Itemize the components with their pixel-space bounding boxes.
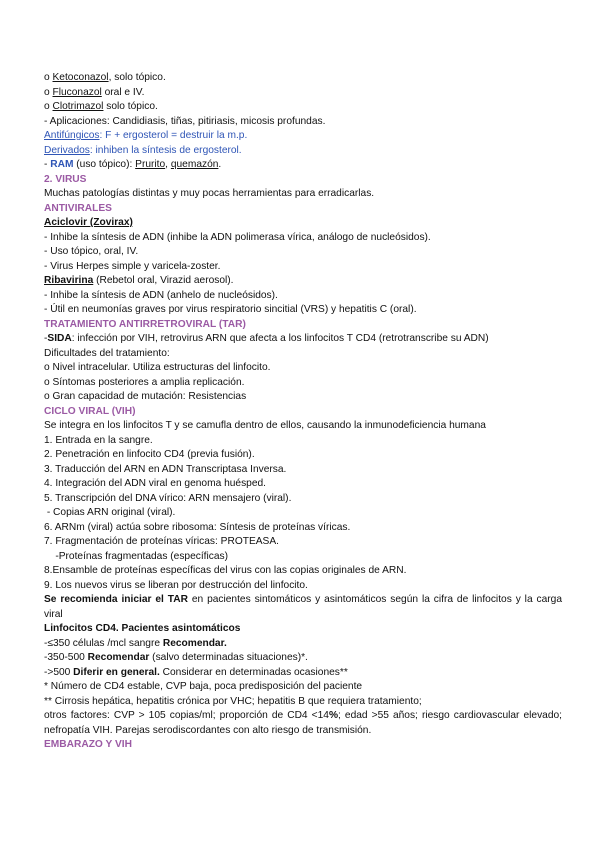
text-line: 5. Transcripción del DNA vírico: ARN mensajero (viral).: [44, 492, 292, 504]
text-line: - Virus Herpes simple y varicela-zoster.: [44, 260, 221, 272]
section-heading: EMBARAZO Y VIH: [44, 739, 132, 750]
text-line: o Fluconazol oral e IV.: [44, 86, 145, 98]
text-line: - Aplicaciones: Candidiasis, tiñas, pitiriasis, micosis profundas.: [44, 115, 326, 127]
text-line: o Gran capacidad de mutación: Resistencias: [44, 391, 247, 402]
link-antifungicos[interactable]: Antifúngicos: [44, 130, 100, 141]
text-line: Dificultades del tratamiento:: [44, 347, 170, 359]
section-heading: 2. VIRUS: [44, 173, 87, 185]
text-line: -SIDA: infección por VIH, retrovirus ARN que afecta a los linfocitos T CD4 (retrotranscribe su ADN): [44, 333, 489, 344]
text-paragraph: Se recomienda iniciar el TAR en pacientes sintomáticos y asintomáticos según la cifra de linfocitos y la carga viral: [44, 594, 562, 620]
text-line: - Inhibe la síntesis de ADN (inhibe la ADN polimerasa vírica, análogo de nucleósidos).: [44, 231, 431, 243]
text-line: o Síntomas posteriores a amplia replicación.: [44, 376, 245, 388]
text-line: 7. Fragmentación de proteínas víricas: PROTEASA.: [44, 536, 279, 547]
text-line: - RAM (uso tópico): Prurito, quemazón.: [44, 159, 222, 170]
text-line: - Uso tópico, oral, IV.: [44, 246, 139, 257]
text-line: -Proteínas fragmentadas (específicas): [44, 550, 229, 562]
text-line: - Útil en neumonías graves por virus respiratorio sincitial (VRS) y hepatitis C (oral).: [44, 304, 417, 315]
text-line: Derivados: inhiben la síntesis de ergosterol.: [44, 144, 242, 156]
text-paragraph: otros factores: CVP > 105 copias/ml; proporción de CD4 <14%; edad >55 años; riesgo cardiovascular elevado; nefropatía VIH. Parejas serodiscordantes con alto riesgo de transmisión.: [44, 710, 563, 736]
text-line: Antifúngicos: F + ergosterol = destruir la m.p.: [44, 130, 248, 141]
text-line: o Clotrimazol solo tópico.: [44, 101, 158, 112]
link-derivados[interactable]: Derivados: [44, 144, 90, 156]
text-line: ->500 Diferir en general. Considerar en determinadas ocasiones**: [44, 666, 348, 678]
text-line: o Ketoconazol, solo tópico.: [44, 72, 166, 83]
text-line: 3. Traducción del ARN en ADN Transcriptasa Inversa.: [44, 463, 287, 475]
text-line: 2. Penetración en linfocito CD4 (previa fusión).: [44, 449, 255, 460]
text-line: 4. Integración del ADN viral en genoma huésped.: [44, 478, 267, 489]
text-line: ** Cirrosis hepática, hepatitis crónica por VHC; hepatitis B que requiera tratamiento;: [44, 695, 422, 707]
text-line: -350-500 Recomendar (salvo determinadas situaciones)*.: [44, 652, 308, 663]
drug-name: Ketoconazol: [52, 72, 109, 83]
subheading: Linfocitos CD4. Pacientes asintomáticos: [44, 623, 241, 634]
text-line: * Número de CD4 estable, CVP baja, poca predisposición del paciente: [44, 681, 363, 692]
text-line: - Copias ARN original (viral).: [44, 507, 176, 518]
section-heading: TRATAMIENTO ANTIRRETROVIRAL (TAR): [44, 318, 246, 330]
drug-title: Aciclovir (Zovirax): [44, 217, 133, 228]
document-page: [44, 71, 562, 753]
drug-title: Ribavirina: [44, 275, 94, 286]
text-line: Ribavirina (Rebetol oral, Virazid aerosol).: [44, 275, 234, 286]
text-line: Muchas patologías distintas y muy pocas herramientas para erradicarlas.: [44, 188, 375, 199]
text-line: 6. ARNm (viral) actúa sobre ribosoma: Síntesis de proteínas víricas.: [44, 521, 351, 533]
text-line: 8.Ensamble de proteínas específicas del virus con las copias originales de ARN.: [44, 565, 407, 576]
drug-name: Clotrimazol: [52, 101, 104, 112]
text-line: 9. Los nuevos virus se liberan por destrucción del linfocito.: [44, 579, 308, 591]
section-heading: CICLO VIRAL (VIH): [44, 405, 136, 417]
text-line: - Inhibe la síntesis de ADN (anhelo de nucleósidos).: [44, 289, 278, 301]
text-line: Se integra en los linfocitos T y se camufla dentro de ellos, causando la inmunodeficiencia humana: [44, 420, 486, 431]
text-line: -≤350 células /mcl sangre Recomendar.: [44, 637, 227, 649]
text-line: 1. Entrada en la sangre.: [44, 434, 153, 446]
section-heading: ANTIVIRALES: [44, 202, 112, 214]
drug-name: Fluconazol: [52, 86, 102, 98]
text-line: o Nivel intracelular. Utiliza estructuras del linfocito.: [44, 362, 271, 373]
